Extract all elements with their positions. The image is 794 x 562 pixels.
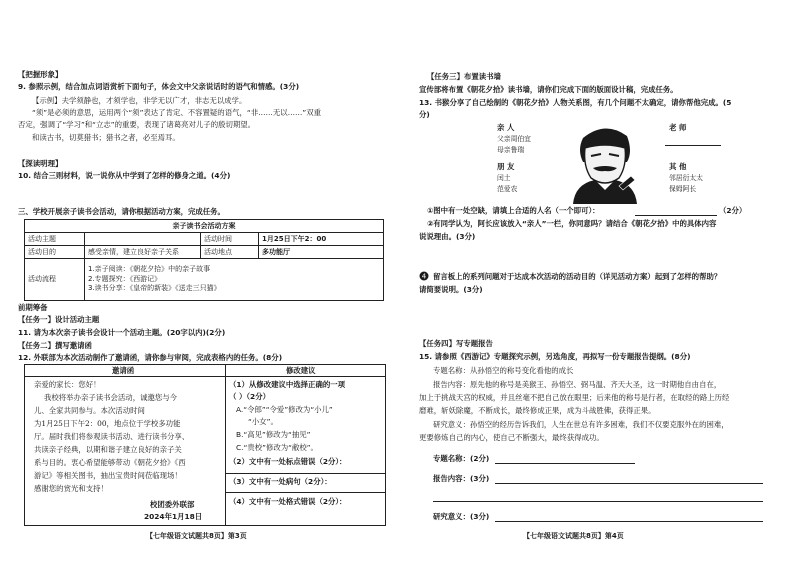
plan-time-label: 活动时间: [201, 233, 259, 246]
plan-step-3: 3.读书分享：《皇帝的新装》《送走三只猫》: [88, 284, 221, 293]
prep-heading: 前期筹备: [18, 303, 48, 312]
diagram-others-item: 保姆阿长: [669, 185, 697, 193]
invitation-line: 游记》等相关图书，抽出宝贵时间莅临现场！: [34, 471, 182, 480]
advice-item-4: （4）文中有一处格式错误（2分）：: [229, 497, 347, 506]
plan-time-value: 1月25日下午2：00: [259, 233, 384, 246]
plan-purpose-label: 活动目的: [25, 246, 85, 259]
invitation-date: 2024年1月18日: [144, 512, 203, 521]
invitation-greeting: 亲爱的家长：您好！: [34, 380, 101, 389]
task-4-title: 【任务四】写专题报告: [419, 339, 493, 348]
diagram-family-item: 父亲周伯宜: [497, 135, 531, 143]
advice-row-line: [225, 492, 386, 493]
section-title-reason: 【探读明理】: [18, 159, 63, 168]
form-content-input-2[interactable]: [433, 501, 763, 502]
question-13-2: ②有同学认为，阿长应该放入“亲人”一栏，你同意吗？请结合《朝花夕拾》中的具体内容: [427, 219, 717, 228]
question-14-cont: 请简要说明。(3分): [419, 285, 483, 294]
advice-option-b[interactable]: B.“高见”修改为“抽见”: [236, 430, 311, 439]
question-11: 11. 请为本次亲子读书会设计一个活动主题。(20字以内)(2分): [18, 328, 226, 337]
task-2-title: 【任务二】撰写邀请函: [18, 341, 92, 350]
invitation-header: 邀请函: [112, 366, 135, 375]
section-3-intro: 三、学校开展亲子读书会活动，请你根据活动方案，完成任务。: [18, 207, 225, 216]
plan-process-label: 活动流程: [25, 259, 85, 301]
page-footer-4: 【七年级语文试题共8页】第4页: [523, 532, 624, 540]
form-content-input[interactable]: [495, 483, 763, 484]
diagram-others-label: 其 他: [669, 162, 687, 171]
plan-process-value: [85, 259, 384, 301]
task-3-title: 【任务三】布置读书墙: [427, 72, 501, 81]
example-topic: 专题名称：从孙悟空的称号变化看他的成长: [433, 366, 574, 375]
plan-caption: 亲子读书会活动方案: [25, 220, 384, 233]
question-9: 9. 参照示例，结合加点词语赏析下面句子，体会文中父亲说话时的语气和情感。(3分): [18, 82, 300, 91]
plan-place-value: 多功能厅: [259, 246, 384, 259]
diagram-family-item: 母亲鲁瑞: [497, 146, 525, 154]
invitation-line: 系与目的。衷心希望能够带动《朝花夕拾》《西: [34, 458, 186, 467]
advice-item-1-blank[interactable]: （ ）（2分）: [229, 392, 270, 401]
advice-row-line: [225, 473, 386, 474]
diagram-friends-item: 闰土: [497, 174, 511, 182]
example-line-3: 否定，强调了“学习”和“立志”的重要，表现了诸葛亮对儿子的殷切期望。: [18, 120, 256, 129]
question-12: 12. 外联部为本次活动制作了邀请函，请你参与审阅，完成表格内的任务。(8分): [18, 353, 283, 362]
advice-option-a[interactable]: A.“令郎”“令爱”修改为“小儿”: [236, 405, 333, 414]
lu-xun-portrait-icon: [561, 118, 649, 204]
advice-item-2: （2）文中有一处标点错误（2分）：: [229, 457, 347, 466]
question-15: 15. 请参照《西游记》专题探究示例，另选角度，再拟写一份专题报告提纲。(8分): [419, 352, 691, 361]
plan-step-1: 1.亲子阅读：《朝花夕拾》中的亲子故事: [88, 264, 211, 273]
advice-option-a-cont: “小女”。: [248, 417, 278, 426]
question-13-cont: 分): [419, 110, 430, 119]
question-13-2-cont: 说说理由。(3分): [419, 232, 476, 241]
advice-option-c[interactable]: C.“贵校”修改为“敝校”。: [236, 443, 318, 452]
question-14: 留言板上的系列问题对于达成本次活动的活动目的（详见活动方案）起到了怎样的帮助？: [433, 272, 722, 281]
invitation-line: 为1月25日下午2：00，地点位于学校多功能: [34, 419, 181, 428]
example-meaning: 研究意义：孙悟空的经历告诉我们，人生在世总有许多困难，我们不仅要克服外在的困难，: [433, 420, 729, 429]
page-footer-3: 【七年级语文试题共8页】第3页: [146, 532, 247, 540]
diagram-friends-label: 朋 友: [497, 162, 515, 171]
question-13: 13. 书猴分享了自己绘制的《朝花夕拾》人物关系图，有几个问题不太确定，请你帮他完成。(5: [419, 98, 732, 107]
invitation-signature: 校团委外联部: [150, 500, 195, 509]
box-header-line: [24, 376, 386, 377]
example-line-2: “须”是必须的意思，运用两个“须”表达了肯定、不容置疑的语气，“非……无以……”双重: [32, 108, 322, 117]
form-meaning-label: 研究意义：(3分): [433, 512, 490, 521]
diagram-friends-item: 范爱农: [497, 185, 518, 193]
plan-theme-label: 活动主题: [25, 233, 85, 246]
task-1-title: 【任务一】设计活动主题: [18, 315, 100, 324]
invitation-thanks: 感谢您的赏光和支持！: [34, 484, 108, 493]
activity-plan-table: [24, 219, 384, 301]
section-title-shape-image: 【把握形象】: [18, 70, 63, 79]
invitation-line: 厅。届时我们将参观读书活动、进行读书分享、: [34, 432, 190, 441]
example-meaning-cont: 更要修炼自己的内心，使自己不断强大，最终获得成功。: [419, 433, 604, 442]
invitation-line: 共读亲子经典，以期和谐子建立良好的亲子关: [34, 445, 182, 454]
form-topic-label: 专题名称：(2分): [433, 454, 490, 463]
example-line-1: 【示例】夫学须静也，才须学也，非学无以广才，非志无以成学。: [32, 96, 247, 105]
form-topic-input[interactable]: [495, 463, 635, 464]
plan-step-2: 2.专题探究：《西游记》: [88, 274, 162, 283]
question-10: 10. 结合三则材料，说一说你从中学到了怎样的修身之道。(4分): [18, 171, 231, 180]
question-13-1: ①图中有一处空缺，请填上合适的人名（一个即可）：: [427, 206, 600, 215]
advice-item-3: （3）文中有一处病句（2分）：: [229, 477, 332, 486]
form-content-label: 报告内容：(3分): [433, 474, 490, 483]
diagram-family-label: 亲 人: [497, 123, 515, 132]
reading-wall-intro: 宣传部将布置《朝花夕拾》读书墙，请你们完成下面的版面设计稿，完成任务。: [419, 85, 678, 94]
diagram-others-item: 邻居衍太太: [669, 174, 703, 182]
question-13-1-score: （2分）: [719, 206, 747, 215]
invitation-line: 我校将举办亲子读书会活动，诚邀您与今: [44, 393, 178, 402]
svg-text:4: 4: [421, 272, 427, 281]
plan-theme-value[interactable]: [85, 233, 201, 246]
answer-blank-13-1[interactable]: [635, 215, 717, 216]
quote-sentence: 和读古书，切莫猎书；猎书之者，必至焉耳。: [32, 133, 180, 142]
diagram-teacher-label: 老 师: [669, 123, 687, 132]
advice-item-1: （1）从修改建议中选择正确的一项: [229, 380, 346, 389]
invitation-line: 儿、全家共同参与。本次活动时间: [34, 406, 145, 415]
form-meaning-input[interactable]: [495, 521, 763, 522]
question-14-marker-icon: [419, 271, 429, 281]
exam-page-4: [397, 0, 794, 562]
example-content: 报告内容：原先他的称号是美猴王、孙悟空、弼马温、齐天大圣，这一时期他自由自在，: [433, 380, 722, 389]
advice-header: 修改建议: [286, 366, 316, 375]
diagram-teacher-blank[interactable]: [665, 145, 721, 146]
plan-purpose-value: 感受亲情，建立良好亲子关系: [85, 246, 201, 259]
example-content-cont: 加上于挑战天宫的权威，并且丝毫不把自己放在眼里；后来他的称号是行者，在取经的路上历经: [419, 393, 730, 402]
plan-place-label: 活动地点: [201, 246, 259, 259]
box-divider: [225, 364, 226, 526]
example-content-cont: 磨难，斩妖除魔，不断成长，最终修成正果，成为斗战胜佛，获得正果。: [419, 406, 656, 415]
